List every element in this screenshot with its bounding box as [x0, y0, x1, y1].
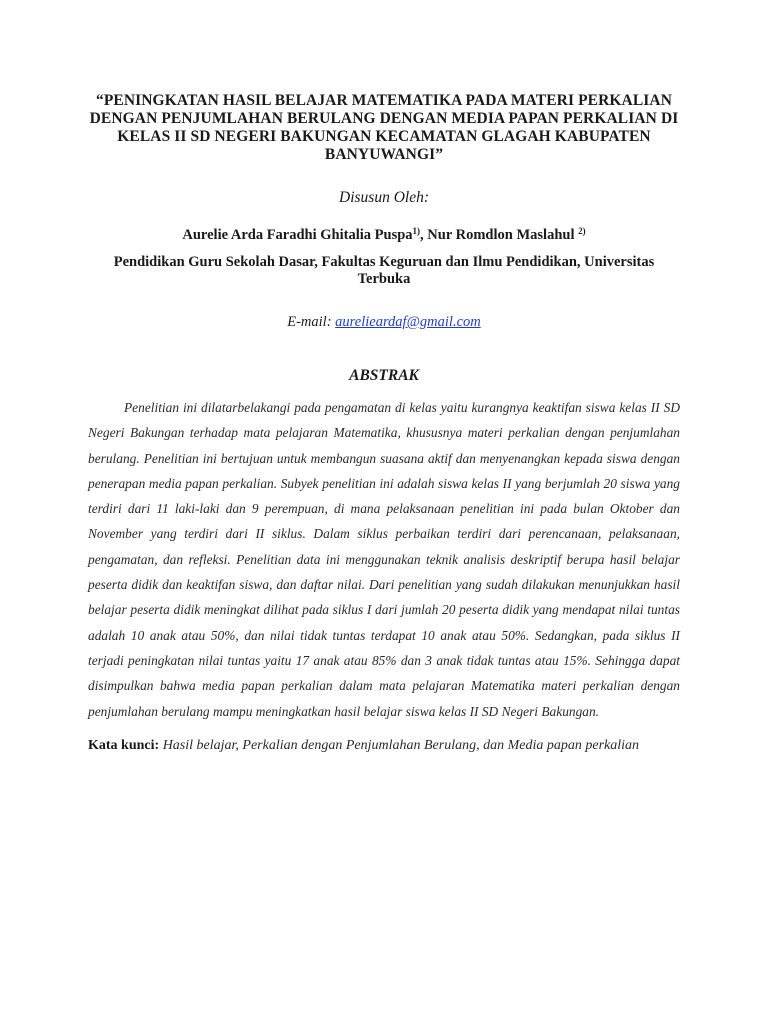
email-line: [88, 314, 680, 331]
author-name-2: Nur Romdlon Maslahul: [427, 227, 575, 243]
author-name-1: Aurelie Arda Faradhi Ghitalia Puspa: [182, 227, 413, 243]
author-affiliation-mark-1: 1): [412, 226, 421, 236]
paper-title: “PENINGKATAN HASIL BELAJAR MATEMATIKA PADA MATERI PERKALIAN DENGAN PENJUMLAHAN BERULANG DENGAN MEDIA PAPAN PERKALIAN DI KELAS II SD NEGERI BAKUNGAN KECAMATAN GLAGAH KABUPATEN BANYUWANGI”: [89, 92, 679, 163]
affiliation: Pendidikan Guru Sekolah Dasar, Fakultas Keguruan dan Ilmu Pendidikan, Universitas Terbuka: [113, 254, 655, 287]
author-separator: ,: [420, 227, 428, 243]
abstract-body: Penelitian ini dilatarbelakangi pada pengamatan di kelas yaitu kurangnya keaktifan siswa kelas II SD Negeri Bakungan terhadap mata pelajaran Matematika, khususnya materi perkalian dengan penjumlahan berulang. Penelitian ini bertujuan untuk membangun suasana aktif dan menyenangkan kepada siswa dengan penerapan media papan perkalian. Subyek penelitian ini adalah siswa kelas II yang berjumlah 20 siswa yang terdiri dari 11 laki-laki dan 9 perempuan, di mana pelaksanaan penelitian ini pada bulan Oktober dan November yang terdiri dari II siklus. Dalam siklus perbaikan terdiri dari perencanaan, pelaksanaan, pengamatan, dan refleksi. Penelitian data ini menggunakan teknik analisis deskriptif berupa hasil belajar peserta didik dan keaktifan siswa, dan daftar nilai. Dari penelitian yang sudah dilakukan menunjukkan hasil belajar peserta didik meningkat dilihat pada siklus I dari jumlah 20 peserta didik yang mendapat nilai tuntas adalah 10 anak atau 50%, dan nilai tidak tuntas terdapat 10 anak atau 50%. Sedangkan, pada siklus II terjadi peningkatan nilai tuntas yaitu 17 anak atau 85% dan 3 anak tidak tuntas atau 15%. Sehingga dapat disimpulkan bahwa media papan perkalian dalam mata pelajaran Matematika materi perkalian dengan penjumlahan berulang mampu meningkatkan hasil belajar siswa kelas II SD Negeri Bakungan.: [88, 400, 680, 719]
keywords-line: [88, 738, 680, 754]
compiled-by-label: Disusun Oleh:: [339, 189, 429, 206]
email-label: E-mail:: [287, 314, 336, 330]
author-line: [88, 227, 680, 244]
keywords-label: Kata kunci:: [88, 737, 160, 753]
keywords-text: Hasil belajar, Perkalian dengan Penjumlahan Berulang, dan Media papan perkalian: [159, 737, 640, 753]
abstract-heading: ABSTRAK: [349, 367, 419, 384]
author-affiliation-mark-2: 2): [578, 226, 586, 236]
email-link[interactable]: aurelieardaf@gmail.com: [335, 314, 481, 330]
